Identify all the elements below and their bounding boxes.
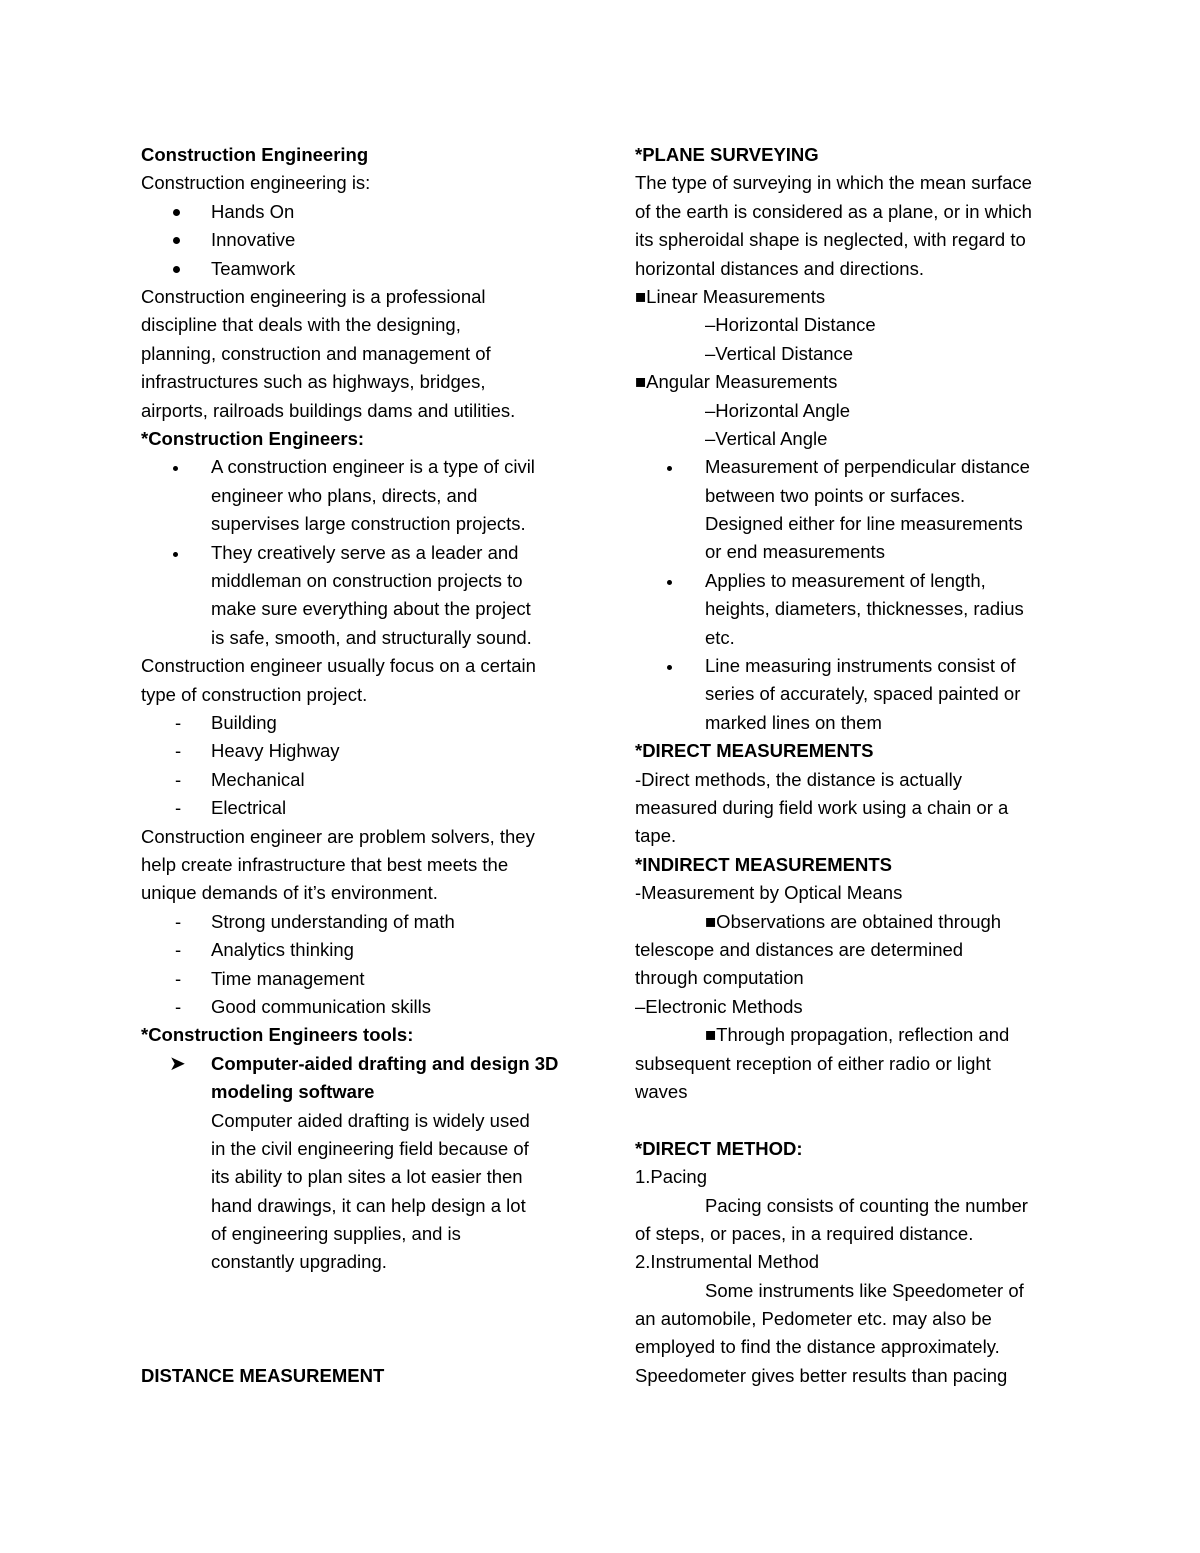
paragraph-line: airports, railroads buildings dams and utilities. [141,399,516,421]
list-item-continued: Designed either for line measurements [705,513,1023,535]
list-item: They creatively serve as a leader and [141,539,581,567]
list-item-continued: is safe, smooth, and structurally sound. [211,626,532,648]
paragraph-line: Pacing consists of counting the number [705,1194,1028,1216]
paragraph-line: measured during field work using a chain or a [635,797,1009,819]
bullet-icon [173,255,180,283]
list-item-continued: heights, diameters, thicknesses, radius [705,598,1024,620]
bullet-icon [667,567,672,595]
paragraph-line: The type of surveying in which the mean surface [635,172,1032,194]
list-item: - Electrical [141,794,581,822]
subheading-linear: ■Linear Measurements [635,285,826,307]
list-item: Applies to measurement of length, [635,567,1075,595]
paragraph-line: of steps, or paces, in a required distance. [635,1222,974,1244]
dash-marker: - [175,967,182,989]
paragraph-line: discipline that deals with the designing, [141,314,461,336]
paragraph-line: -Direct methods, the distance is actually [635,768,962,790]
list-item: Teamwork [141,255,581,283]
list-item: ➤ Computer-aided drafting and design 3D [141,1050,581,1078]
subheading-angular: ■Angular Measurements [635,371,838,393]
list-item-continued: in the civil engineering field because of [211,1137,529,1159]
dash-marker: - [175,939,182,961]
paragraph-line: employed to find the distance approximately. [635,1336,1000,1358]
paragraph-line: Speedometer gives better results than pacing [635,1364,1008,1386]
bullet-icon [173,453,178,481]
list-item-continued: middleman on construction projects to [211,569,523,591]
section-heading: *Construction Engineers tools: [141,1024,414,1046]
list-item: Hands On [141,198,581,226]
dash-marker: - [175,995,182,1017]
list-item-continued: marked lines on them [705,711,882,733]
section-heading: DISTANCE MEASUREMENT [141,1365,385,1387]
paragraph-line: -Measurement by Optical Means [635,882,903,904]
list-item: - Analytics thinking [141,936,581,964]
dash-marker: - [175,711,182,733]
dash-marker: - [175,768,182,790]
list-item-continued: supervises large construction projects. [211,513,526,535]
paragraph-line: through computation [635,967,804,989]
list-item-continued: Computer aided drafting is widely used [211,1109,530,1131]
subheading-pacing: 1.Pacing [635,1166,707,1188]
subheading-instrumental: 2.Instrumental Method [635,1251,820,1273]
paragraph-line: Construction engineer are problem solvers, they [141,825,535,847]
paragraph-line: ■Observations are obtained through [705,910,1002,932]
left-column [141,141,581,1390]
paragraph-line: waves [635,1080,688,1102]
list-item-continued: of engineering supplies, and is [211,1223,461,1245]
paragraph-line: horizontal distances and directions. [635,257,924,279]
section-heading: *INDIRECT MEASUREMENTS [635,853,892,875]
section-heading: *DIRECT MEASUREMENTS [635,740,874,762]
list-item-continued: etc. [705,626,735,648]
section-heading: *DIRECT METHOD: [635,1137,803,1159]
list-item-continued: or end measurements [705,541,885,563]
section-heading: *PLANE SURVEYING [635,144,819,165]
dash-marker: - [175,910,182,932]
list-item-continued: make sure everything about the project [211,598,531,620]
paragraph-line: planning, construction and management of [141,342,491,364]
list-item-continued: series of accurately, spaced painted or [705,683,1021,705]
list-item: –Horizontal Angle [705,399,851,421]
bullet-icon [667,453,672,481]
list-item-continued: between two points or surfaces. [705,484,966,506]
arrow-bullet-icon: ➤ [169,1052,186,1075]
paragraph-line: Some instruments like Speedometer of [705,1279,1024,1301]
paragraph-line: unique demands of it’s environment. [141,882,438,904]
bullet-icon [667,652,672,680]
list-item: –Vertical Angle [705,427,828,449]
list-item: - Mechanical [141,766,581,794]
paragraph-line: subsequent reception of either radio or light [635,1052,991,1074]
paragraph-line: Construction engineering is a professional [141,286,486,307]
intro-line: Construction engineering is: [141,172,371,194]
list-item: - Time management [141,965,581,993]
list-item-continued: modeling software [211,1081,375,1103]
list-item: Measurement of perpendicular distance [635,453,1075,481]
paragraph-line: tape. [635,825,677,847]
list-item-continued: its ability to plan sites a lot easier then [211,1166,523,1188]
paragraph-line: Construction engineer usually focus on a certain [141,655,536,677]
paragraph-line: infrastructures such as highways, bridges, [141,371,486,393]
list-item: - Heavy Highway [141,737,581,765]
list-item: –Vertical Distance [705,342,854,364]
paragraph-line: an automobile, Pedometer etc. may also be [635,1308,992,1330]
paragraph-line: help create infrastructure that best meets the [141,853,509,875]
dash-marker: - [175,740,182,762]
list-item: - Good communication skills [141,993,581,1021]
list-item-continued: hand drawings, it can help design a lot [211,1194,526,1216]
list-item: - Building [141,709,581,737]
paragraph-line: type of construction project. [141,683,368,705]
list-item: –Horizontal Distance [705,314,876,336]
paragraph-line: its spheroidal shape is neglected, with regard to [635,229,1026,251]
list-item-continued: engineer who plans, directs, and [211,484,478,506]
section-heading: *Construction Engineers: [141,427,365,449]
list-item: Innovative [141,226,581,254]
bullet-icon [173,226,180,254]
list-item: A construction engineer is a type of civil [141,453,581,481]
bullet-icon [173,198,180,226]
paragraph-line: ■Through propagation, reflection and [705,1024,1010,1046]
paragraph-line: of the earth is considered as a plane, or in which [635,200,1032,222]
list-item: Line measuring instruments consist of [635,652,1075,680]
page-title: Construction Engineering [141,144,369,165]
bullet-icon [173,539,178,567]
list-item: - Strong understanding of math [141,908,581,936]
right-column [635,141,1075,1390]
paragraph-line: –Electronic Methods [635,995,803,1017]
paragraph-line: telescope and distances are determined [635,938,964,960]
list-item-continued: constantly upgrading. [211,1251,387,1273]
dash-marker: - [175,797,182,819]
